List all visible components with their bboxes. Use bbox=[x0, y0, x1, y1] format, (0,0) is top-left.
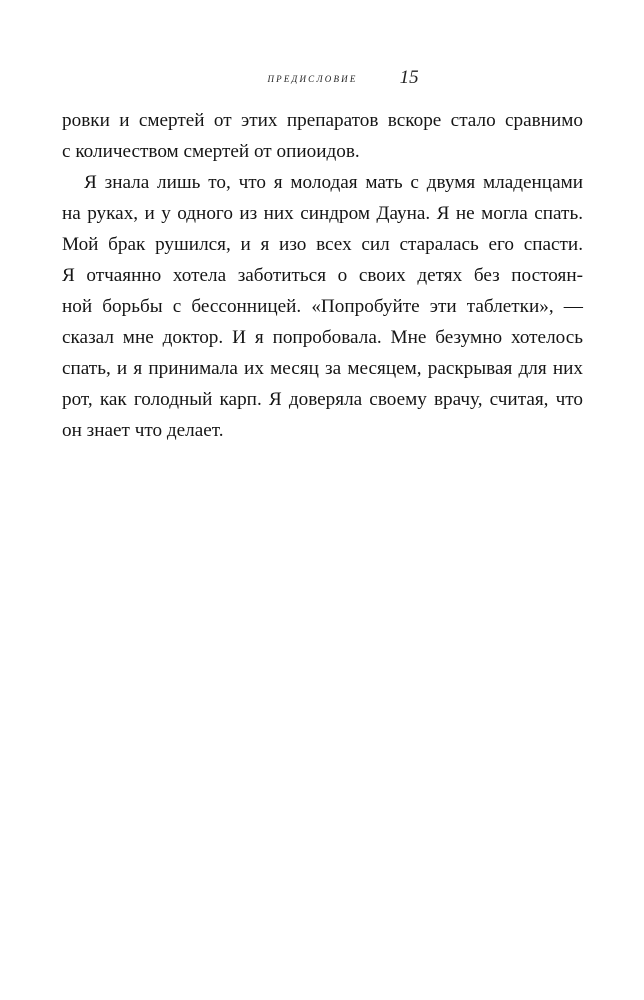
page-number: 15 bbox=[399, 67, 419, 88]
text-line: он знает что делает. bbox=[62, 420, 224, 441]
text-line: рот, как голодный карп. Я доверяла своему врачу, считая, что bbox=[62, 389, 583, 410]
text-line: Мой брак рушился, и я изо всех сил старалась его спасти. bbox=[62, 234, 583, 255]
text-line: сказал мне доктор. И я попробовала. Мне безумно хотелось bbox=[62, 327, 583, 348]
running-head bbox=[0, 66, 644, 88]
text-line: ровки и смертей от этих препаратов вскоре стало сравнимо bbox=[62, 110, 583, 131]
running-title: предисловие bbox=[267, 70, 358, 85]
text-line: ной борьбы с бессонницей. «Попробуйте эти таблетки», — bbox=[62, 296, 583, 317]
text-line: с количеством смертей от опиоидов. bbox=[62, 141, 360, 162]
text-line: на руках, и у одного из них синдром Дауна. Я не могла спать. bbox=[62, 203, 583, 224]
text-line: спать, и я принимала их месяц за месяцем, раскрывая для них bbox=[62, 358, 583, 379]
paragraph bbox=[62, 167, 583, 446]
text-line: Я знала лишь то, что я молодая мать с двумя младенцами bbox=[84, 172, 583, 193]
body-text bbox=[62, 105, 583, 446]
text-line: Я отчаянно хотела заботиться о своих детях без постоян- bbox=[62, 265, 583, 286]
paragraph-continued bbox=[62, 105, 583, 167]
